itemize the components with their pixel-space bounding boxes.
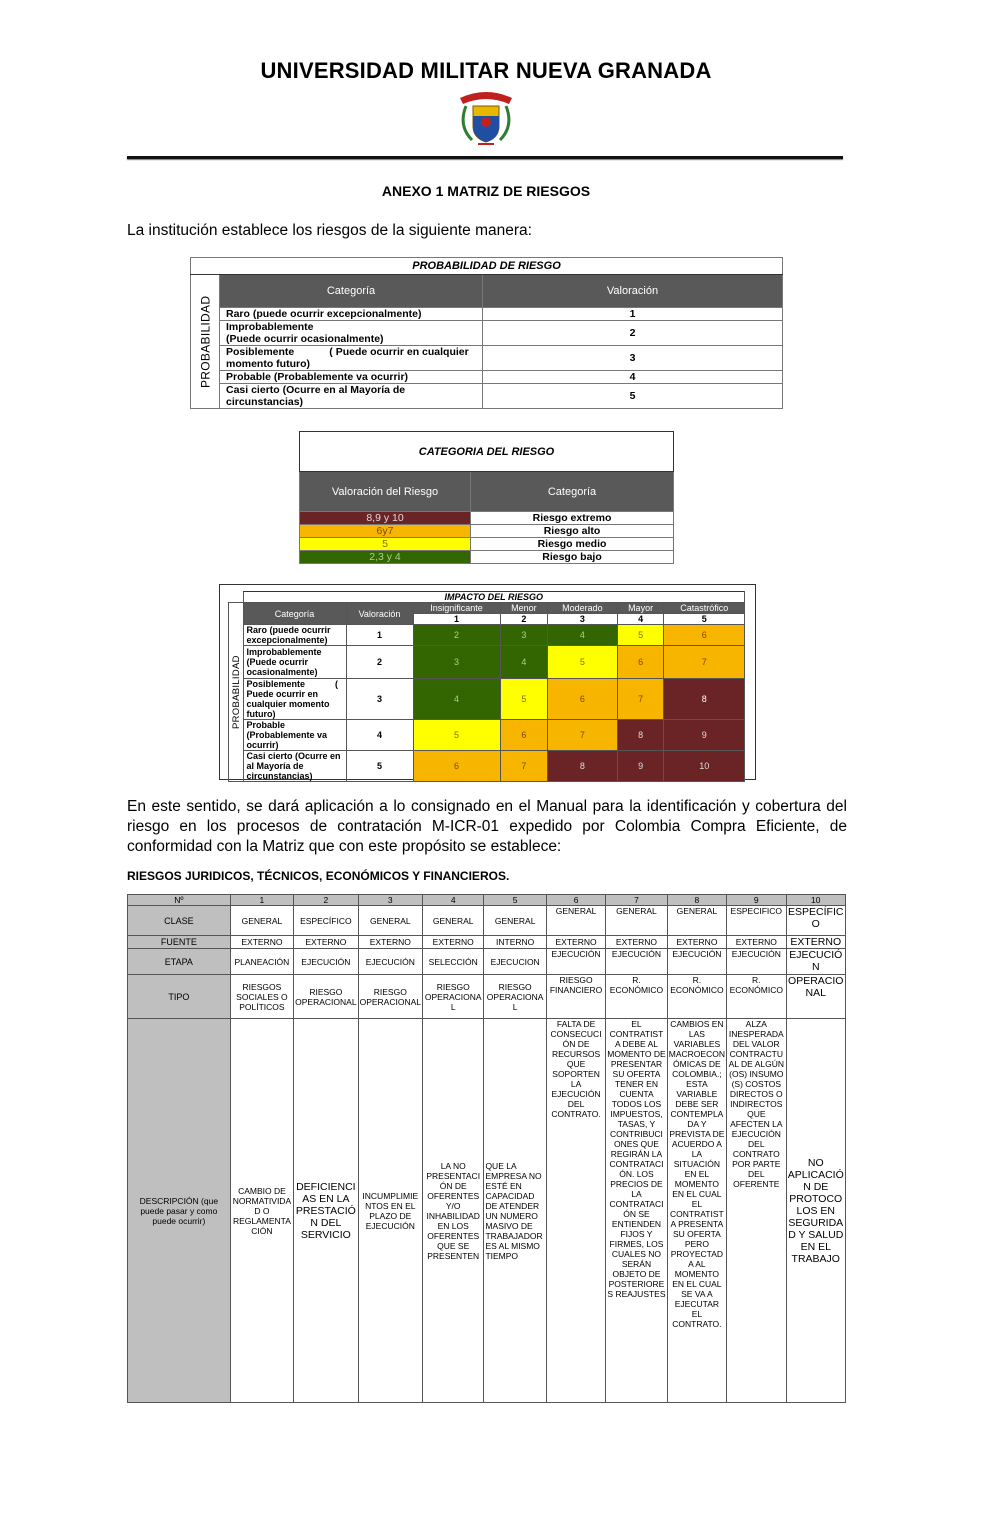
matrix-cell: 8 [664, 679, 745, 720]
matrix-cell: 9 [617, 751, 664, 782]
header-cell: 5 [484, 895, 546, 906]
header-cell: 10 [786, 895, 846, 906]
impact-row-label: Casi cierto (Ocurre en al Mayoría de circunstancias) [243, 751, 346, 782]
tipo-cell: RIESGO FINANCIERO [546, 975, 605, 1019]
fuente-cell: EXTERNO [358, 936, 422, 949]
impact-col-value: 4 [617, 614, 664, 625]
header-cell: 1 [230, 895, 293, 906]
body-paragraph: En este sentido, se dará aplicación a lo consignado en el Manual para la identificación y cobertura del riesgo en los procesos de contratación M-ICR-01 expedido por Colombia Compra Eficiente, de conformidad con la Matriz que con este propósito se establece: [127, 798, 847, 855]
tipo-cell: R. ECONÓMICO [667, 975, 726, 1019]
clase-cell: GENERAL [484, 906, 546, 936]
descripcion-cell: INCUMPLIMIENTOS EN EL PLAZO DE EJECUCIÓN [358, 1019, 422, 1403]
matrix-cell: 4 [413, 679, 500, 720]
fuente-cell: EXTERNO [606, 936, 667, 949]
etapa-cell: EJECUCIÓN [606, 949, 667, 975]
clase-cell: GENERAL [423, 906, 484, 936]
etapa-cell: SELECCIÓN [423, 949, 484, 975]
clase-cell: ESPECÍFICO [786, 906, 846, 936]
probability-row-value: 4 [483, 371, 783, 384]
etapa-cell: PLANEACIÓN [230, 949, 293, 975]
impact-row-label: Improbablemente (Puede ocurrir ocasionalmente) [243, 646, 346, 679]
probability-row-value: 3 [483, 346, 783, 371]
etapa-cell: EJECUCIÓN [727, 949, 786, 975]
university-crest-icon [452, 86, 520, 150]
risk-category-table [299, 431, 674, 564]
risk-category-label: Riesgo medio [471, 538, 674, 551]
matrix-cell: 6 [617, 646, 664, 679]
matrix-cell: 5 [548, 646, 618, 679]
matrix-cell: 7 [664, 646, 745, 679]
probability-col-value: Valoración [483, 275, 783, 308]
etapa-cell: EJECUCIÓN [786, 949, 846, 975]
descripcion-cell: DEFICIENCIAS EN LA PRESTACIÓN DEL SERVICIO [294, 1019, 358, 1403]
matrix-cell: 6 [664, 625, 745, 646]
risk-category-label: Riesgo alto [471, 525, 674, 538]
risk-extreme-swatch: 8,9 y 10 [300, 512, 471, 525]
impact-row-value: 4 [346, 720, 413, 751]
descripcion-cell: ALZA INESPERADA DEL VALOR CONTRACTUAL DE ALGÚN (OS) INSUMO (S) COSTOS DIRECTOS O INDIRECTOS QUE AFECTEN LA EJECUCIÓN DEL CONTRATO POR PARTE DEL OFERENTE [727, 1019, 786, 1403]
matrix-cell: 4 [500, 646, 548, 679]
tipo-cell: R. ECONÓMICO [606, 975, 667, 1019]
impact-row-label: Raro (puede ocurrir excepcionalmente) [243, 625, 346, 646]
fuente-cell: EXTERNO [786, 936, 846, 949]
fuente-cell: EXTERNO [667, 936, 726, 949]
matrix-cell: 4 [548, 625, 618, 646]
annex-title: ANEXO 1 MATRIZ DE RIESGOS [381, 183, 591, 199]
risk-category-title: CATEGORIA DEL RIESGO [300, 432, 674, 472]
page-title: UNIVERSIDAD MILITAR NUEVA GRANADA [260, 58, 712, 83]
etapa-cell: EJECUCIÓN [294, 949, 358, 975]
matrix-cell: 6 [413, 751, 500, 782]
header-cell: Nº [128, 895, 231, 906]
header-cell: 9 [727, 895, 786, 906]
header-cell: 7 [606, 895, 667, 906]
probability-col-category: Categoría [220, 275, 483, 308]
matrix-cell: 9 [664, 720, 745, 751]
impact-col-value: 1 [413, 614, 500, 625]
probability-row-label: Probable (Probablemente va ocurrir) [220, 371, 483, 384]
matrix-cell: 8 [617, 720, 664, 751]
etapa-cell: EJECUCIÓN [667, 949, 726, 975]
impact-row-label: Probable (Probablemente va ocurrir) [243, 720, 346, 751]
row-label-etapa: ETAPA [128, 949, 231, 975]
fuente-cell: EXTERNO [423, 936, 484, 949]
etapa-cell: EJECUCIÓN [358, 949, 422, 975]
probability-row-value: 1 [483, 308, 783, 321]
impact-row-value: 2 [346, 646, 413, 679]
matrix-cell: 10 [664, 751, 745, 782]
impact-row-value: 3 [346, 679, 413, 720]
impact-matrix-table [228, 591, 745, 782]
tipo-cell: RIESGO OPERACIONAL [484, 975, 546, 1019]
fuente-cell: EXTERNO [546, 936, 605, 949]
matrix-cell: 7 [617, 679, 664, 720]
tipo-cell: RIESGOS SOCIALES O POLÍTICOS [230, 975, 293, 1019]
probability-row-label: Posiblemente ( Puede ocurrir en cualquier momento futuro) [220, 346, 483, 371]
impact-row-value: 5 [346, 751, 413, 782]
matrix-cell: 5 [617, 625, 664, 646]
descripcion-cell: EL CONTRATISTA DEBE AL MOMENTO DE PRESENTAR SU OFERTA TENER EN CUENTA TODOS LOS IMPUESTOS, TASAS, Y CONTRIBUCIONES QUE REGIRÁN LA CONTRATACIÓN. LOS PRECIOS DE LA CONTRATACIÓN SE ENTIENDEN FIJOS Y FIRMES, LOS CUALES NO SERÁN OBJETO DE POSTERIORES REAJUSTES [606, 1019, 667, 1403]
fuente-cell: EXTERNO [230, 936, 293, 949]
impact-col-category: Categoría [243, 603, 346, 625]
risk-category-label: Riesgo bajo [471, 551, 674, 564]
impact-matrix-frame [219, 584, 756, 780]
descripcion-cell: CAMBIOS EN LAS VARIABLES MACROECONÓMICAS DE COLOMBIA.; ESTA VARIABLE DEBE SER CONTEMPLADA Y PREVISTA DE ACUERDO A LA SITUACIÓN EN EL MOMENTO EN EL CUAL EL CONTRATISTA PRESENTA SU OFERTA PERO PROYECTADA AL MOMENTO EN EL CUAL SE VA A EJECUTAR EL CONTRATO. [667, 1019, 726, 1403]
descripcion-cell: CAMBIO DE NORMATIVIDAD O REGLAMENTACIÓN [230, 1019, 293, 1403]
row-label-tipo: TIPO [128, 975, 231, 1019]
fuente-cell: EXTERNO [727, 936, 786, 949]
impact-col-name: Moderado [548, 603, 618, 614]
probability-table [190, 257, 783, 409]
probability-row-value: 2 [483, 321, 783, 346]
risk-register-table [127, 894, 846, 1403]
header-cell: 4 [423, 895, 484, 906]
matrix-cell: 8 [548, 751, 618, 782]
header-cell: 6 [546, 895, 605, 906]
impact-side-label: PROBABILIDAD [229, 603, 244, 782]
header-cell: 2 [294, 895, 358, 906]
row-label-clase: CLASE [128, 906, 231, 936]
impact-col-value: 2 [500, 614, 548, 625]
risk-category-col-value: Valoración del Riesgo [300, 472, 471, 512]
clase-cell: ESPECIFICO [727, 906, 786, 936]
tipo-cell: RIESGO OPERACIONAL [294, 975, 358, 1019]
matrix-cell: 3 [413, 646, 500, 679]
tipo-cell: OPERACIONAL [786, 975, 846, 1019]
descripcion-cell: FALTA DE CONSECUCIÓN DE RECURSOS QUE SOPORTEN LA EJECUCIÓN DEL CONTRATO. [546, 1019, 605, 1403]
section-title: RIESGOS JURIDICOS, TÉCNICOS, ECONÓMICOS Y FINANCIEROS. [127, 869, 510, 883]
impact-col-name: Insignificante [413, 603, 500, 614]
probability-row-label: Improbablemente (Puede ocurrir ocasionalmente) [220, 321, 483, 346]
probability-row-label: Raro (puede ocurrir excepcionalmente) [220, 308, 483, 321]
fuente-cell: INTERNO [484, 936, 546, 949]
fuente-cell: EXTERNO [294, 936, 358, 949]
etapa-cell: EJECUCION [484, 949, 546, 975]
impact-title: IMPACTO DEL RIESGO [243, 592, 745, 603]
risk-medium-swatch: 5 [300, 538, 471, 551]
probability-row-label: Casi cierto (Ocurre en al Mayoría de circunstancias) [220, 384, 483, 409]
intro-text: La institución establece los riesgos de la siguiente manera: [127, 222, 532, 239]
risk-low-swatch: 2,3 y 4 [300, 551, 471, 564]
header-cell: 8 [667, 895, 726, 906]
row-label-fuente: FUENTE [128, 936, 231, 949]
impact-col-value: 5 [664, 614, 745, 625]
impact-row-label: Posiblemente ( Puede ocurrir en cualquier momento futuro) [243, 679, 346, 720]
tipo-cell: RIESGO OPERACIONAL [358, 975, 422, 1019]
clase-cell: GENERAL [667, 906, 726, 936]
matrix-cell: 7 [548, 720, 618, 751]
matrix-cell: 7 [500, 751, 548, 782]
tipo-cell: RIESGO OPERACIONAL [423, 975, 484, 1019]
row-label-descripcion: DESCRIPCIÓN (que puede pasar y como puede ocurrir) [128, 1019, 231, 1403]
matrix-cell: 3 [500, 625, 548, 646]
clase-cell: GENERAL [546, 906, 605, 936]
tipo-cell: R. ECONÓMICO [727, 975, 786, 1019]
impact-col-name: Catastrófico [664, 603, 745, 614]
descripcion-cell: LA NO PRESENTACIÓN DE OFERENTES Y/O INHABILIDAD EN LOS OFERENTES QUE SE PRESENTEN [423, 1019, 484, 1403]
matrix-cell: 6 [500, 720, 548, 751]
etapa-cell: EJECUCIÓN [546, 949, 605, 975]
impact-col-name: Menor [500, 603, 548, 614]
risk-category-col-category: Categoría [471, 472, 674, 512]
clase-cell: ESPECÍFICO [294, 906, 358, 936]
matrix-cell: 2 [413, 625, 500, 646]
descripcion-cell: QUE LA EMPRESA NO ESTÉ EN CAPACIDAD DE ATENDER UN NUMERO MASIVO DE TRABAJADORES AL MISMO TIEMPO [484, 1019, 546, 1403]
probability-row-value: 5 [483, 384, 783, 409]
matrix-cell: 5 [500, 679, 548, 720]
header-cell: 3 [358, 895, 422, 906]
probability-title: PROBABILIDAD DE RIESGO [191, 258, 783, 275]
descripcion-cell: NO APLICACIÓN DE PROTOCOLOS EN SEGURIDAD Y SALUD EN EL TRABAJO [786, 1019, 846, 1403]
impact-row-value: 1 [346, 625, 413, 646]
probability-side-label: PROBABILIDAD [191, 275, 220, 409]
clase-cell: GENERAL [358, 906, 422, 936]
matrix-cell: 6 [548, 679, 618, 720]
impact-col-value: Valoración [346, 603, 413, 625]
risk-high-swatch: 6y7 [300, 525, 471, 538]
header-divider [127, 156, 843, 159]
impact-col-value: 3 [548, 614, 618, 625]
matrix-cell: 5 [413, 720, 500, 751]
clase-cell: GENERAL [230, 906, 293, 936]
clase-cell: GENERAL [606, 906, 667, 936]
impact-col-name: Mayor [617, 603, 664, 614]
risk-category-label: Riesgo extremo [471, 512, 674, 525]
